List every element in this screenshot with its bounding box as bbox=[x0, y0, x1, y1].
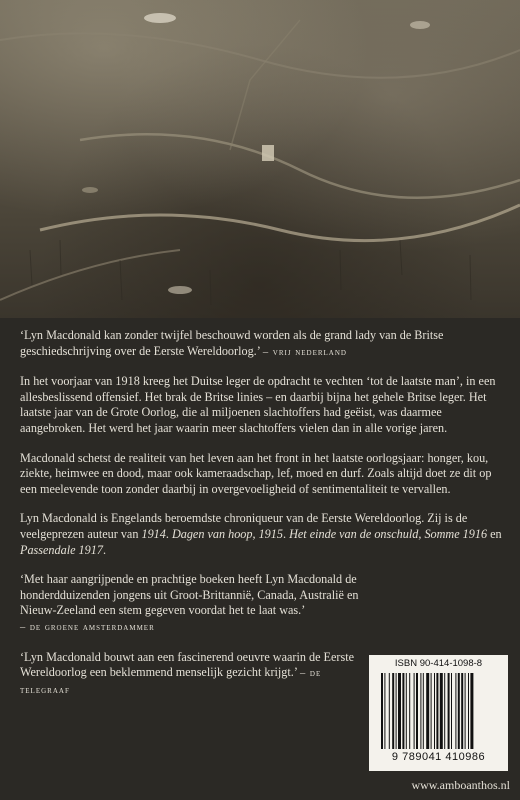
battlefield-illustration bbox=[0, 0, 520, 318]
isbn-barcode-box bbox=[369, 655, 508, 771]
separator: . bbox=[282, 526, 290, 541]
author-text: Lyn Macdonald is Engelands beroemdste chroniqueur van de Eerste Wereldoorlog. Zij is de veelgeprezen auteur van bbox=[20, 511, 468, 541]
review-quote-2 bbox=[20, 572, 360, 635]
isbn-label: ISBN 90-414-1098-8 bbox=[394, 658, 483, 669]
separator: . bbox=[102, 542, 106, 557]
review-quote-3 bbox=[20, 650, 360, 699]
barcode-icon bbox=[379, 673, 498, 751]
separator: en bbox=[487, 526, 502, 541]
quote-text: ‘Lyn Macdonald kan zonder twijfel beschouwd worden als de grand lady van de Britse geschiedschrijving over de Eerste Wereldoorlog.’ bbox=[20, 328, 444, 358]
quote-text: ‘Lyn Macdonald bouwt aan een fascinerend oeuvre waarin de Eerste Wereldoorlog een beklemmend menselijk gezicht krijgt.’ bbox=[20, 649, 354, 680]
cover-photo-battlefield bbox=[0, 0, 520, 318]
book-title: Het einde van de onschuld, Somme 1916 bbox=[289, 526, 488, 541]
blurb-paragraph-2: Macdonald schetst de realiteit van het leven aan het front in het laatste oorlogsjaar: honger, kou, ziekte, heimwee en dood, maar ook kameraadschap, lef, moed en durf. Zoals altijd doet ze dit op een meelevende toon zonder daarbij in overgevoeligheid of sentimentaliteit te vervallen. bbox=[20, 450, 492, 496]
book-title: Dagen van hoop, 1915 bbox=[171, 526, 283, 541]
author-paragraph bbox=[20, 511, 506, 558]
quote-source: – de groene amsterdammer bbox=[20, 621, 155, 633]
quote-source: – de telegraaf bbox=[20, 668, 322, 696]
separator: . bbox=[165, 526, 172, 541]
blurb-paragraph-1: In het voorjaar van 1918 kreeg het Duitse leger de opdracht te vechten ‘tot de laatste man’, in een allesbeslissend offensief. Het brak de Britse linies – en daarbij bijna het gehele Britse leger. Het laatste jaar van de Grote Oorlog, die al miljoenen slachtoffers had geëist, was daarmee aangebroken. Het werd het jaar waarin meer slachtoffers vielen dan in alle vorige jaren. bbox=[20, 374, 496, 435]
review-quote-1 bbox=[20, 328, 506, 360]
quote-source: – vrij nederland bbox=[262, 346, 347, 358]
quote-text: ‘Met haar aangrijpende en prachtige boeken heeft Lyn Macdonald de honderdduizenden jongens uit Groot-Brittannië, Canada, Australië en Nieuw-Zeeland een stem gegeven voordat het te laat was.’ bbox=[20, 572, 359, 618]
book-title: Passendale 1917 bbox=[20, 542, 103, 557]
isbn-digits: 9 789041 410986 bbox=[391, 751, 486, 763]
publisher-website: www.amboanthos.nl bbox=[411, 778, 510, 792]
book-title: 1914 bbox=[141, 526, 166, 541]
